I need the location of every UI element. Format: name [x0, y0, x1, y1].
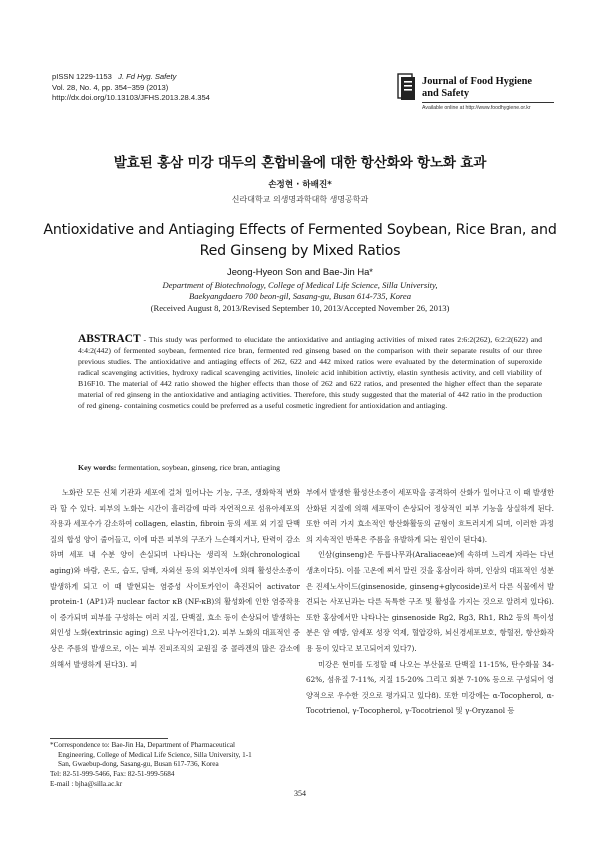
english-affiliation: Department of Biotechnology, College of Medical Life Science, Silla University, Baekyangdaero 700 beon-gil, Sasang-gu, Busan 614-735, Korea [162, 280, 438, 302]
volume-line: Vol. 28, No. 4, pp. 354~359 (2013) [52, 82, 169, 92]
body-paragraph: 부에서 발생한 활성산소종이 세포막을 공격하여 산화가 일어나고 이 때 발생한 산화된 지질에 의해 세포막이 손상되어 정상적인 피부 기능을 상실하게 된다. 또한 여러 가지 효소적인 항산화활동의 균형이 흐트러지게 되며, 이러한 과정의 지속적인 반복은 주름을 유발하게 되는 원인이 된다4). [306, 488, 554, 544]
journal-abbrev: J. Fd Hyg. Safety [118, 72, 177, 81]
journal-title: Journal of Food Hygiene and Safety [422, 76, 532, 99]
keywords-text: fermentation, soybean, ginseng, rice bran, antiaging [118, 463, 281, 472]
correspondence-footnote: *Correspondence to: Bae-Jin Ha, Department of Pharmaceutical Engineering, College of Medical Life Science, Silla University, 1-1 San, Gwaebup-dong, Sasang-gu, Busan 617-736, Korea Tel: 82-51-999-5466, Fax: 82-51-999-5684 E-mail : bjha@silla.ac.kr [50, 741, 300, 790]
received-dates: (Received August 8, 2013/Revised September 10, 2013/Accepted November 26, 2013) [150, 303, 450, 313]
korean-title: 발효된 홍삼 미강 대두의 혼합비율에 대한 항산화와 항노화 효과 [113, 155, 487, 171]
journal-metadata [52, 72, 210, 104]
journal-logo-icon [396, 73, 416, 101]
journal-url[interactable]: Available online at http://www.foodhygiene.or.kr [422, 105, 531, 111]
body-paragraph: 미강은 현미를 도정할 때 나오는 부산물로 단백질 11-15%, 탄수화물 34-62%, 섬유질 7-11%, 지질 15-20% 그리고 회분 7-10% 등으로 구성되어 영양적으로 우수한 것으로 평가되고 있다8). 또한 미강에는 α-Tocopherol, α-Tocotrienol, γ-Tocopherol, γ-Tocotrienol 및 γ-Oryzanol 등 [306, 659, 554, 716]
journal-divider [422, 102, 554, 103]
footnote-divider [50, 738, 168, 739]
issn-line: pISSN 1229-1153 J. Fd Hyg. Safety [52, 72, 177, 81]
journal-brand [396, 73, 556, 113]
abstract-label: ABSTRACT [78, 333, 141, 345]
korean-affiliation: 신라대학교 의생명과학대학 생명공학과 [231, 195, 369, 204]
keywords-label: Key words: [78, 463, 117, 472]
body-left-column [50, 485, 300, 672]
abstract [78, 334, 542, 412]
keywords [78, 463, 542, 472]
english-title: Antioxidative and Antiaging Effects of Fermented Soybean, Rice Bran, and Red Ginseng by Mixed Ratios [43, 222, 557, 259]
correspondence-email[interactable]: E-mail : bjha@silla.ac.kr [50, 779, 123, 788]
body-paragraph: 노화란 모든 신체 기관과 세포에 걸쳐 일어나는 기능, 구조, 생화학적 변화라 할 수 있다. 피부의 노화는 시간이 흘러감에 따라 자연적으로 섬유아세포의 작용과 세포수가 감소하여 collagen, elastin, fibroin 등의 세포 외 기질 단백질의 합성 양이 줄어들고, 이에 따른 피부의 구조가 느슨해지거나, 탄력이 감소하며 세포 내 수분 양이 손실되며 나타나는 생리적 노화(chronological aging)와 바람, 온도, 습도, 담배, 자외선 등의 외부인자에 의해 활성산소종이 발생하게 되고 이 때 발현되는 염증성 사이토카인이 촉진되어 activator protein-1 (AP1)과 nuclear factor κB (NF-κB)의 활성화에 인한 염증작용이 증가되며 피부를 구성하는 여러 지질, 단백질, 효소 등이 손상되어 발생하는 외인성 노화(extrinsic aging) 으로 나누어진다1,2). 피부 노화의 대표적인 증상은 주름의 발생으로, 이는 피부 진피조직의 교원질 중 콜라겐의 많은 감소에 의해서 발생하게 된다3). 피 [50, 488, 300, 669]
doi-link[interactable]: http://dx.doi.org/10.13103/JFHS.2013.28.4.354 [52, 93, 210, 102]
body-paragraph: 인삼(ginseng)은 두릅나무과(Araliaceae)에 속하며 느리게 자라는 다년생초이다5). 이를 고온에 쪄서 말린 것을 홍삼이라 하며, 인삼의 대표적인 성분은 진세노사이드(ginsenoside, ginseng+glycoside)로서 다른 식물에서 발견되는 사포닌과는 다른 독특한 구조 및 활성을 가지는 것으로 알려져 있다6). 또한 홍삼에서만 나타나는 ginsenoside Rg2, Rg3, Rh1, Rh2 등의 특이성분은 암 예방, 암세포 성장 억제, 혈압강하, 뇌신경세포보호, 항혈전, 항산화작용 등이 있다고 보고되어져 있다7). [306, 550, 554, 653]
korean-authors: 손정현 · 하배진* [268, 180, 332, 190]
page-number: 354 [294, 789, 306, 798]
body-right-column [306, 485, 554, 719]
english-authors: Jeong-Hyeon Son and Bae-Jin Ha* [227, 266, 373, 277]
abstract-text: - This study was performed to elucidate the antioxidative and antiaging activities of mixed rates 2:6:2(262), 6:2:2(622) and 4:4:2(442) of fermented soybean, fermented rice bran, fermented red ginseng based on the comparison with their separate results of our three previous studies. The antioxidative and antiaging effects of 262, 622 and 442 mixed ratios were evaluated by the determination of superoxide radical scavenging activities, hydroxy radical scavenging activities, linoleic acid inhibition activtiy, elastin synthesis activity, and cell viability of B16F10. The material of 442 ratio showed the higher effects than those of 262 and 622 ratios, and presented the higher effect than the separate material of red ginseng in the antioxidative and antiaging activities. Therefore, this study suggested that the material of 442 ratio in the production of red gineng- containing cosmetics could be preferred as a useful cosmetic ingredient for antioxidation and antiaging. [78, 335, 542, 410]
